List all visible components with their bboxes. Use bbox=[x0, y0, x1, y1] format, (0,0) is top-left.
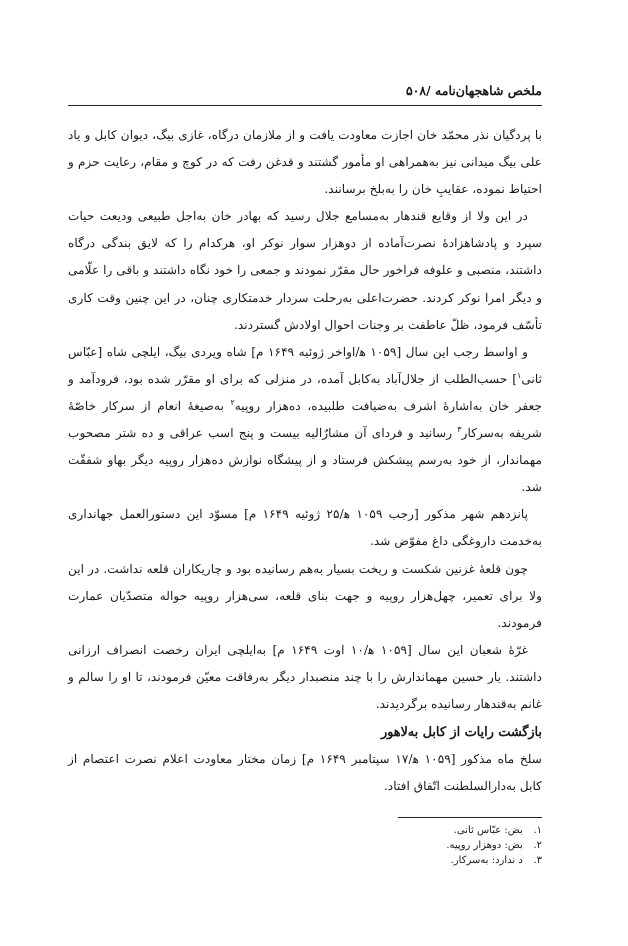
footnote-1-number: ۱. bbox=[533, 825, 542, 836]
body-text bbox=[68, 122, 542, 800]
paragraph-3 bbox=[68, 339, 542, 502]
footnote-3-text: د ندارد: به‌سرکار. bbox=[450, 855, 523, 866]
paragraph-6: غرّهٔ شعبان این سال [۱۰۵۹ ه‍/۱۰ اوت ۱۶۴۹ م] به‌ایلچی ایران رخصت انصراف ارزانی داشتند. یار حسین مهماندارش را با چند منصبدار دیگر به‌رفاقت معیّن فرمودند، تا او را سالم و غانم به‌قندهار رسانیده برگردیدند. bbox=[68, 642, 542, 711]
footnote-2-number: ۲. bbox=[533, 840, 542, 851]
paragraph-3-part-c: به‌صیغهٔ انعام از سرکار خاصّهٔ شریفه به‌سرکار bbox=[68, 398, 542, 441]
footnote-1 bbox=[242, 823, 542, 838]
section-heading: بازگشت رایات از کابل به‌لاهور bbox=[380, 725, 542, 741]
paragraph-3-part-a: و اواسط رجب این سال [۱۰۵۹ ه‍/اواخر ژوئیه ۱۶۴۹ م] شاه ویردی بیگ، ایلچی شاه [عبّاس ثانی bbox=[68, 344, 542, 386]
paragraph-5: چون قلعهٔ غزنین شکست و ریخت بسیار به‌هم رسانیده بود و چاریکاران قلعه نداشت. در این ولا برای تعمیر، چهل‌هزار روپیه و جهت بنای قلعه، سی‌هزار روپیه حواله متصدّیان عمارت فرمودند. bbox=[68, 561, 542, 630]
paragraph-1: با پردگیان نذر محمّد خان اجازت معاودت یافت و از ملازمان درگاه، غازی بیگ، دیوان کابل و یاد علی بیگ میدانی نیز به‌همراهی او مأمور گشتند و قدغن رفت که در کوچ و مقام، رعایت حزم و احتیاط نموده، عقایبِ خان را به‌بلخ برسانند. bbox=[68, 128, 542, 197]
paragraph-2: در این ولا از وقایع قندهار به‌مسامع جلال رسید که بهادر خان به‌اجل طبیعی ودیعت حیات سپرد و پادشاهزادهٔ نصرت‌آماده از دوهزار سوار نوکر او، هرکدام را که لایق بندگی درگاه داشتند، منصبی و علوفه فراخور حال مقرّر نمودند و جمعی را خود نگاه داشتند و باقی را علّامی و دیگر امرا نوکر کردند. حضرت‌اعلی به‌رحلت سردار خدمتکاری چنان، در این چنین وقت کاری تأسّف فرمود، ظلّ عاطفت بر وجنات احوال اولادش گستردند. bbox=[68, 209, 542, 332]
footnote-mark-2: ۲ bbox=[230, 397, 235, 407]
footnotes bbox=[242, 823, 542, 868]
footnote-rule bbox=[398, 817, 542, 818]
footnote-2 bbox=[242, 838, 542, 853]
page-header: ملخص شاهجهان‌نامه /۵۰۸ bbox=[405, 83, 542, 98]
footnote-2-text: بض: دوهزار روپیه. bbox=[446, 840, 523, 851]
footnote-3 bbox=[242, 853, 542, 868]
paragraph-7: سلخ ماه مذکور [۱۰۵۹ ه‍/۱۷ سپتامبر ۱۶۴۹ م] زمان مختار معاودت اعلام نصرت اعتصام از کابل به‌دارالسلطنت اتّفاق افتاد. bbox=[68, 752, 542, 794]
footnote-1-text: بض: عبّاس ثانی. bbox=[453, 825, 523, 836]
footnote-mark-3: ۳ bbox=[457, 424, 462, 434]
paragraph-4: پانزدهم شهر مذکور [رجب ۱۰۵۹ ه‍/۲۵ ژوئیه ۱۶۴۹ م] مسوّد این دستورالعمل جهانداری به‌خدمت داروغگی داغ مفوّض شد. bbox=[68, 507, 542, 549]
paragraph-3-part-d: رسانید و فردای آن مشارٌالیه بیست و پنج اسب عراقی و ده شتر مصحوب مهماندار، از خود به‌رسم پیشکش فرستاد و از پیشگاه نوازش ده‌هزار روپیه دیگر بهاو شفقّت شد. bbox=[68, 426, 542, 495]
paragraph-3-part-b: ] حسب‌الطلب از جلال‌آباد به‌کابل آمده، در منزلی که برای او مقرّر شده بود، فرودآمد و جعفر خان به‌اشارهٔ اشرف به‌ضیافت طلبیده، ده‌هزار روپیه bbox=[68, 371, 542, 413]
footnote-mark-1: ۱ bbox=[517, 370, 522, 380]
footnote-3-number: ۳. bbox=[533, 855, 542, 866]
header-rule bbox=[68, 105, 542, 106]
